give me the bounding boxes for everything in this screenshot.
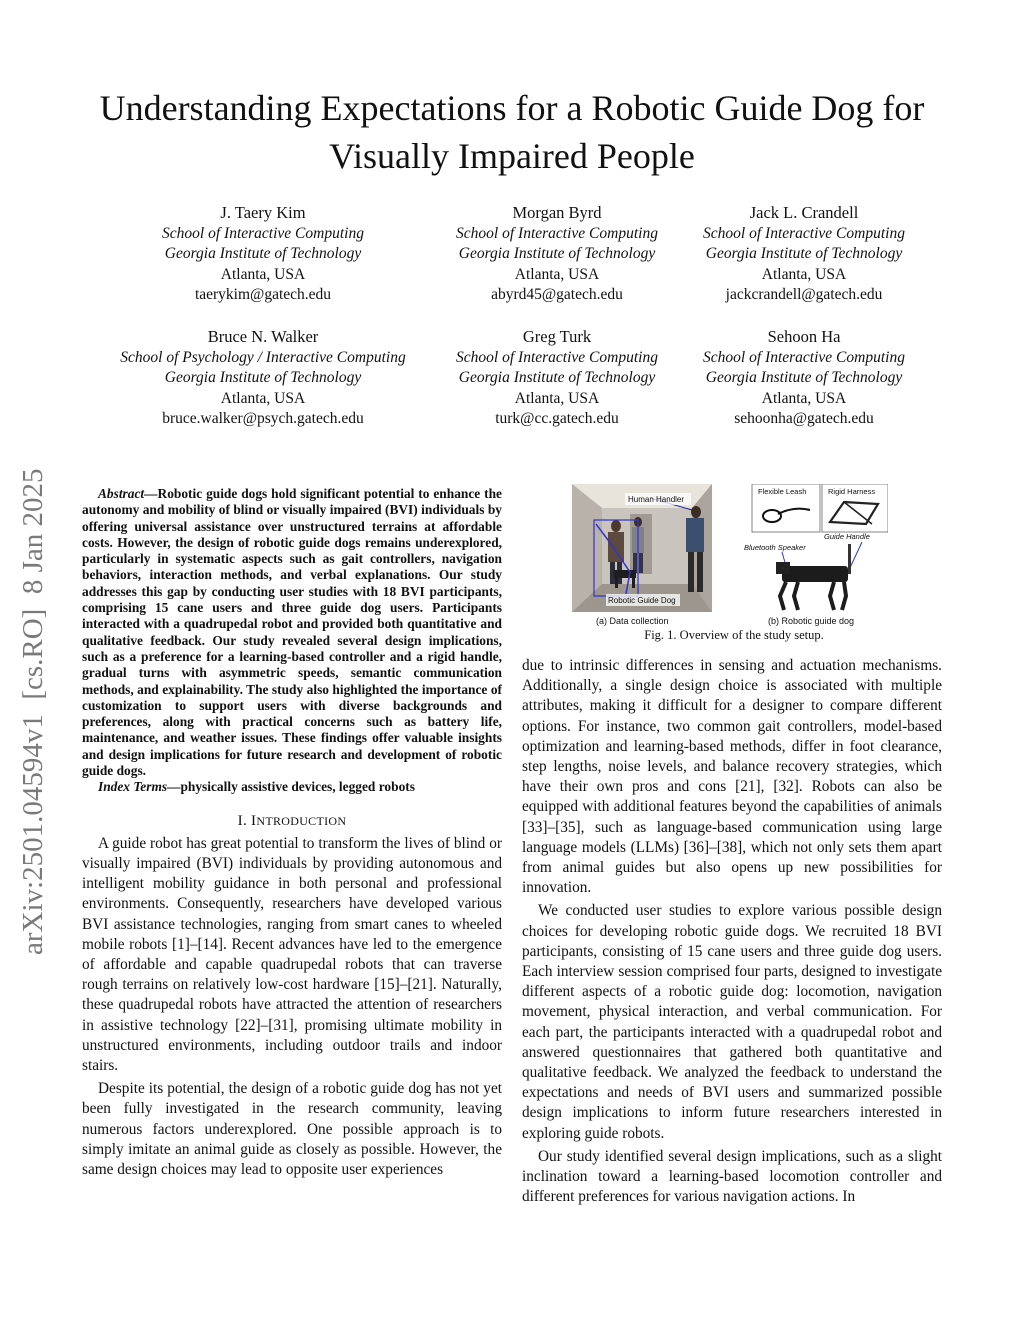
figure-1 [572,484,888,630]
body-paragraph: Our study identified several design implications, such as a slight inclination toward a learning-based locomotion controller and different preferences for various navigation actions. In [522,1147,942,1206]
guide-handle-label: Guide Handle [824,532,870,541]
author-dept: School of Interactive Computing [456,348,658,366]
section-numeral: I. I [237,812,257,829]
author-location: Atlanta, USA [220,265,306,283]
robotic-guide-dog-label: Robotic Guide Dog [608,596,676,605]
author-block [93,327,433,430]
author-location: Atlanta, USA [514,389,600,407]
data-collection-photo [572,484,712,612]
author-email: taerykim@gatech.edu [194,286,332,304]
author-email: abyrd45@gatech.edu [491,286,623,304]
author-email: sehoonha@gatech.edu [734,410,874,428]
author-location: Atlanta, USA [220,389,306,407]
rigid-harness-label: Rigid Harness [828,487,876,496]
author-inst: Georgia Institute of Technology [458,245,656,263]
bluetooth-speaker-label: Bluetooth Speaker [744,543,806,552]
author-name: Greg Turk [522,327,592,346]
right-column [522,656,942,1207]
author-dept: School of Interactive Computing [456,224,658,242]
body-paragraph: A guide robot has great potential to transform the lives of blind or visually impaired (BVI) individuals by providing autonomous and intelligent mobility guidance in both personal and professional environments. Consequently, researchers have developed various BVI assistance technologies, ranging from smart canes to wheeled mobile robots [1]–[14]. Recent advances have led to the emergence of affordable and capable quadrupedal robots that can traverse rough terrains on relatively low-cost hardware [15]–[21]. Naturally, these quadrupedal robots have attracted the attention of researchers in assistive technology [22]–[31], promising ultimate mobility in unstructured environments, including outdoor trails and indoor stairs. [82,834,502,1075]
paper-title: Understanding Expectations for a Robotic Guide Dog for Visually Impaired People [99,88,925,176]
author-location: Atlanta, USA [514,265,600,283]
author-inst: Georgia Institute of Technology [705,245,903,263]
body-paragraph: due to intrinsic differences in sensing and actuation mechanisms. Additionally, a single design choice is associated with multiple attributes, making it difficult for a designer to compare different options. For instance, two common gait controllers, model-based optimization and learning-based methods, differ in foot clearance, step lengths, noise levels, and balance recovery strategies, which have their own pros and cons [21], [32]. Robots can also be equipped with additional features beyond the capabilities of animals [33]–[35], such as language-based communication using large language models (LLMs) [36]–[38], which not only sets them apart from animal guides but also opens up new possibilities for innovation. [522,657,942,897]
subcaption-a: (a) Data collection [596,616,669,626]
arxiv-stamp-text: arXiv:2501.04594v1 [cs.RO] 8 Jan 2025 [17,468,49,955]
section-heading [82,811,502,831]
author-dept: School of Interactive Computing [703,224,905,242]
harness-photos [744,484,888,572]
abstract [82,486,502,779]
author-dept: School of Psychology / Interactive Computing [120,348,406,366]
author-inst: Georgia Institute of Technology [705,369,903,387]
author-location: Atlanta, USA [761,265,847,283]
section-title: NTRODUCTION [256,813,347,828]
arxiv-stamp [2,360,62,960]
author-email: jackcrandell@gatech.edu [725,286,883,304]
index-terms-label: Index Terms— [98,779,181,795]
author-block [634,327,974,430]
author-name: Jack L. Crandell [749,203,859,222]
index-terms [82,779,502,795]
author-name: J. Taery Kim [220,203,306,222]
subcaption-b: (b) Robotic guide dog [768,616,855,626]
left-column [82,486,502,1180]
human-handler-label: Human Handler [628,495,685,504]
body-paragraph: We conducted user studies to explore various possible design choices for developing robotic guide dogs. We recruited 18 BVI participants, consisting of 15 cane users and three guide dog users. Each interview session comprised four parts, designed to investigate different aspects of a robotic guide dog: locomotion, navigation movement, physical interaction, and verbal communication. For each part, the participants interacted with a quadrupedal robot and answered questionnaires that gathered both quantitative and qualitative feedback. We analyzed the feedback to understand the expectations and needs of BVI users and summarized possible design implications to inform future researchers interested in exploring guide robots. [522,902,942,1142]
author-name: Sehoon Ha [767,327,841,346]
body-paragraph: Despite its potential, the design of a robotic guide dog has not yet been fully investigated in the research community, leaving numerous factors underexplored. One possible approach is to simply imitate an animal guide as closely as possible. However, the same design choices may lead to opposite user experiences [82,1080,502,1179]
abstract-text: Robotic guide dogs hold significant potential to enhance the autonomy and mobility of blind or visually impaired (BVI) individuals by offering universal assistance over unstructured terrains at affordable costs. However, the design of robotic guide dogs remains underexplored, particularly in systematic aspects such as gait controllers, navigation behaviors, interaction methods, and verbal explanations. Our study addresses this gap by conducting user studies with 18 BVI participants, comprising 15 cane users and three guide dog users. Participants interacted with a quadrupedal robot and provided both quantitative and qualitative feedback. Our study revealed several design implications, such as a preference for a learning-based controller and a rigid handle, gradual turns with asymmetric speeds, semantic communication methods, and explainability. The study also highlighted the importance of customization to support users with diverse backgrounds and preferences, along with practical concerns such as battery life, maintenance, and weather issues. These findings offer valuable insights and design implications for future research and development of robotic guide dogs. [82,486,502,779]
author-name: Bruce N. Walker [207,327,319,346]
index-terms-text: physically assistive devices, legged robots [180,779,415,795]
author-dept: School of Interactive Computing [703,348,905,366]
abstract-label: Abstract— [98,486,158,501]
author-block [93,203,433,306]
author-inst: Georgia Institute of Technology [164,245,362,263]
author-block [634,203,974,306]
author-name: Morgan Byrd [512,203,602,222]
author-location: Atlanta, USA [761,389,847,407]
author-inst: Georgia Institute of Technology [458,369,656,387]
author-email: bruce.walker@psych.gatech.edu [162,410,364,428]
author-email: turk@cc.gatech.edu [495,410,619,428]
figure-caption: Fig. 1. Overview of the study setup. [644,628,824,642]
author-dept: School of Interactive Computing [162,224,364,242]
robot-dog-photo [776,544,851,610]
flexible-leash-label: Flexible Leash [758,487,807,496]
author-inst: Georgia Institute of Technology [164,369,362,387]
